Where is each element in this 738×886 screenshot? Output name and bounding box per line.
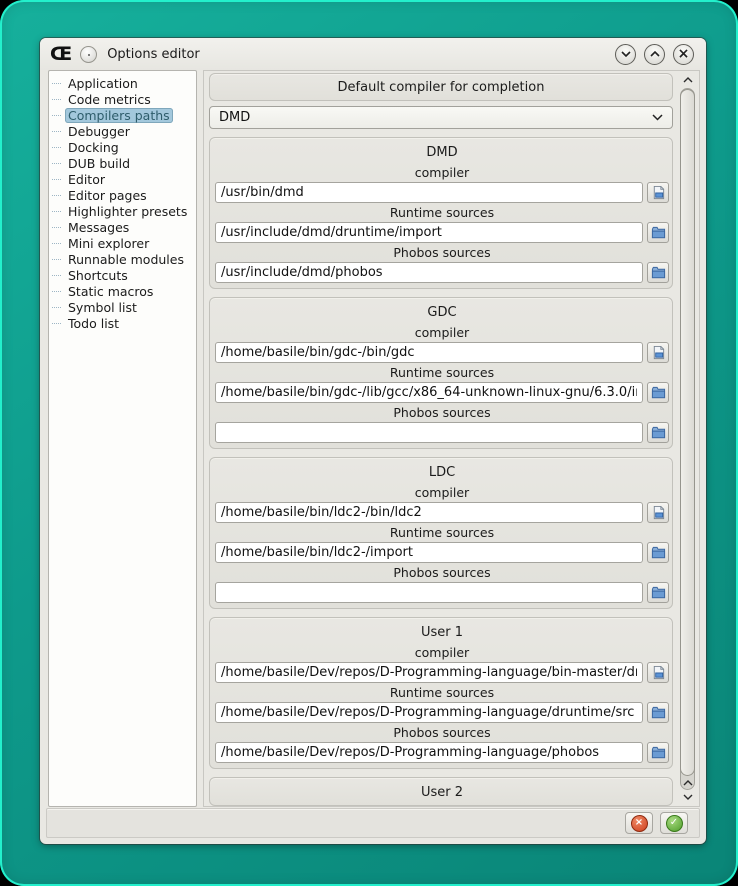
field-label: compiler <box>414 165 470 180</box>
tree-branch-icon <box>52 211 61 212</box>
field-label: compiler <box>414 485 470 500</box>
section-dmd <box>209 137 673 289</box>
coedit-logo-icon: Œ <box>50 42 73 65</box>
tree-branch-icon <box>52 195 61 196</box>
field-label: Runtime sources <box>389 685 495 700</box>
field-label: Phobos sources <box>393 725 491 740</box>
dmd-phobos-input[interactable] <box>215 262 643 283</box>
tree-branch-icon <box>52 291 61 292</box>
gdc-runtime-input[interactable] <box>215 382 643 403</box>
tree-branch-icon <box>52 131 61 132</box>
dialog-button-bar <box>46 808 700 838</box>
file-icon <box>651 505 666 520</box>
browse-file-button[interactable] <box>647 342 669 363</box>
sidebar-item-dub-build[interactable]: DUB build <box>52 155 196 171</box>
field-label: Phobos sources <box>393 565 491 580</box>
sidebar-item-editor[interactable]: Editor <box>52 171 196 187</box>
tree-branch-icon <box>52 227 61 228</box>
folder-icon <box>651 705 666 720</box>
scroll-up-button[interactable] <box>679 73 697 87</box>
field-label: Runtime sources <box>389 525 495 540</box>
gdc-compiler-input[interactable] <box>215 342 643 363</box>
field-label: compiler <box>414 325 470 340</box>
tree-branch-icon <box>52 115 61 116</box>
tree-branch-icon <box>52 83 61 84</box>
ldc-phobos-input[interactable] <box>215 582 643 603</box>
sidebar-item-highlighter-presets[interactable]: Highlighter presets <box>52 203 196 219</box>
section-ldc <box>209 457 673 609</box>
default-compiler-select[interactable] <box>209 106 673 129</box>
tree-branch-icon <box>52 243 61 244</box>
sidebar-item-compilers-paths[interactable]: Compilers paths <box>52 107 196 123</box>
sidebar-item-shortcuts[interactable]: Shortcuts <box>52 267 196 283</box>
browse-folder-button[interactable] <box>647 702 669 723</box>
minimize-button[interactable] <box>615 44 636 65</box>
section-gdc <box>209 297 673 449</box>
browse-folder-button[interactable] <box>647 262 669 283</box>
accept-icon: ✓ <box>666 815 683 832</box>
sidebar-item-todo-list[interactable]: Todo list <box>52 315 196 331</box>
ldc-compiler-input[interactable] <box>215 502 643 523</box>
folder-icon <box>651 225 666 240</box>
tree-branch-icon <box>52 275 61 276</box>
section-user1 <box>209 617 673 769</box>
user1-runtime-input[interactable] <box>215 702 643 723</box>
chevron-up-icon <box>683 780 693 786</box>
section-title: GDC <box>427 305 457 320</box>
scroll-up-button-bottom[interactable] <box>679 776 697 790</box>
browse-folder-button[interactable] <box>647 422 669 443</box>
sidebar-item-application[interactable]: Application <box>52 75 196 91</box>
default-compiler-group <box>209 73 673 101</box>
user1-compiler-input[interactable] <box>215 662 643 683</box>
section-title: DMD <box>426 145 458 160</box>
tree-branch-icon <box>52 179 61 180</box>
sidebar-item-mini-explorer[interactable]: Mini explorer <box>52 235 196 251</box>
browse-folder-button[interactable] <box>647 222 669 243</box>
scroll-down-button[interactable] <box>679 790 697 804</box>
cancel-button[interactable] <box>625 812 653 834</box>
cancel-icon: × <box>631 815 648 832</box>
folder-icon <box>651 385 666 400</box>
dmd-runtime-input[interactable] <box>215 222 643 243</box>
browse-file-button[interactable] <box>647 662 669 683</box>
window-title: Options editor <box>107 46 200 62</box>
file-icon <box>651 185 666 200</box>
options-editor-window <box>40 38 706 844</box>
default-compiler-value: DMD <box>219 110 251 125</box>
section-user2 <box>209 777 673 806</box>
file-icon <box>651 345 666 360</box>
section-title: User 2 <box>420 785 464 800</box>
field-label: Phobos sources <box>393 245 491 260</box>
fields-column <box>204 71 677 806</box>
sidebar-item-docking[interactable]: Docking <box>52 139 196 155</box>
tree-branch-icon <box>52 259 61 260</box>
sidebar-item-runnable-modules[interactable]: Runnable modules <box>52 251 196 267</box>
browse-folder-button[interactable] <box>647 542 669 563</box>
field-label: Runtime sources <box>389 205 495 220</box>
field-label: Runtime sources <box>389 365 495 380</box>
close-icon: × <box>677 45 690 62</box>
default-compiler-group-title: Default compiler for completion <box>337 79 545 95</box>
user1-phobos-input[interactable] <box>215 742 643 763</box>
sidebar-item-messages[interactable]: Messages <box>52 219 196 235</box>
sidebar-item-debugger[interactable]: Debugger <box>52 123 196 139</box>
tree-branch-icon <box>52 99 61 100</box>
tree-branch-icon <box>52 307 61 308</box>
section-title: LDC <box>428 465 456 480</box>
sidebar-item-symbol-list[interactable]: Symbol list <box>52 299 196 315</box>
ldc-runtime-input[interactable] <box>215 542 643 563</box>
folder-icon <box>651 545 666 560</box>
categories-list <box>48 70 197 807</box>
gdc-phobos-input[interactable] <box>215 422 643 443</box>
title-bar[interactable] <box>40 38 706 70</box>
vertical-scrollbar[interactable] <box>677 71 699 806</box>
browse-folder-button[interactable] <box>647 382 669 403</box>
chevron-down-icon <box>683 794 693 800</box>
chevron-up-icon <box>650 51 660 57</box>
dmd-compiler-input[interactable] <box>215 182 643 203</box>
folder-icon <box>651 425 666 440</box>
chevron-down-icon <box>652 114 663 121</box>
browse-folder-button[interactable] <box>647 582 669 603</box>
window-menu-button[interactable] <box>80 46 97 63</box>
sidebar-item-code-metrics[interactable]: Code metrics <box>52 91 196 107</box>
browse-file-button[interactable] <box>647 502 669 523</box>
tree-branch-icon <box>52 323 61 324</box>
tree-branch-icon <box>52 147 61 148</box>
browse-file-button[interactable] <box>647 182 669 203</box>
close-button[interactable] <box>673 44 694 65</box>
chevron-down-icon <box>621 51 631 57</box>
sidebar-item-static-macros[interactable]: Static macros <box>52 283 196 299</box>
field-label: Phobos sources <box>393 405 491 420</box>
maximize-button[interactable] <box>644 44 665 65</box>
folder-icon <box>651 585 666 600</box>
field-label: compiler <box>414 645 470 660</box>
folder-icon <box>651 265 666 280</box>
accept-button[interactable] <box>660 812 688 834</box>
compilers-paths-page <box>203 70 700 807</box>
tree-branch-icon <box>52 163 61 164</box>
sidebar-item-editor-pages[interactable]: Editor pages <box>52 187 196 203</box>
chevron-up-icon <box>683 77 693 83</box>
folder-icon <box>651 745 666 760</box>
file-icon <box>651 665 666 680</box>
scrollbar-thumb[interactable] <box>680 89 695 776</box>
browse-folder-button[interactable] <box>647 742 669 763</box>
section-title: User 1 <box>420 625 464 640</box>
